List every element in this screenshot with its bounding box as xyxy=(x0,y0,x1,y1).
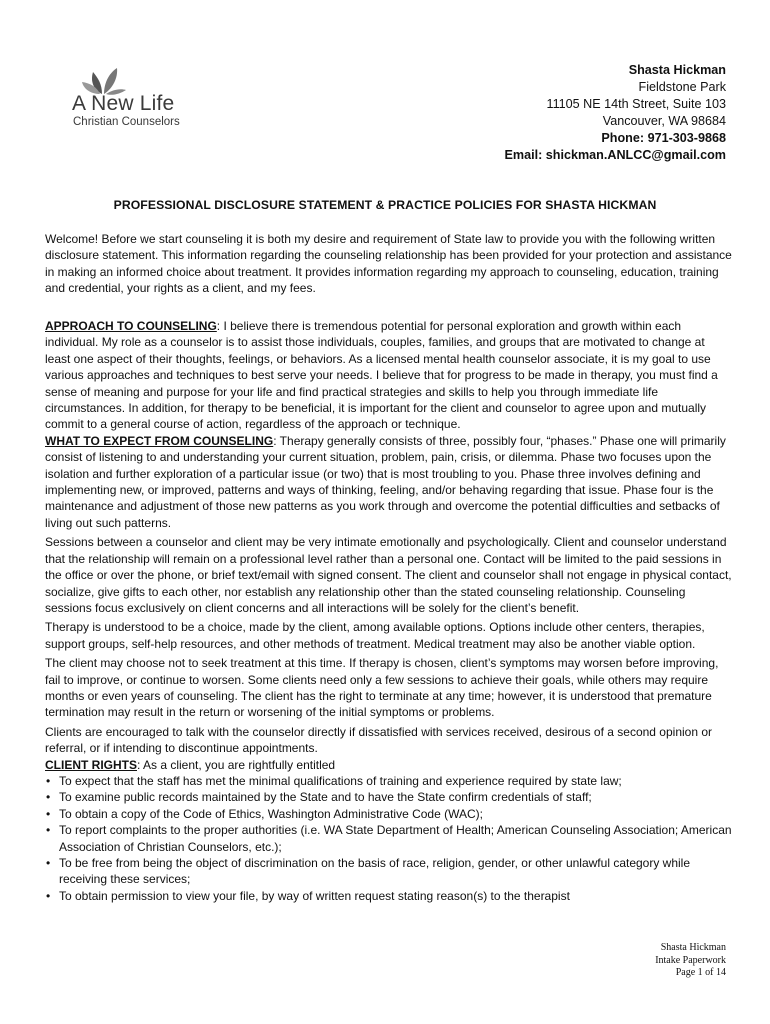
contact-block xyxy=(504,62,726,164)
main-body xyxy=(45,318,733,904)
list-item: • To be free from being the object of discrimination on the basis of race, religion, gender, or other unlawful category while receiving these services; xyxy=(45,855,733,888)
list-item: • To obtain permission to view your file, by way of written request stating reason(s) to the therapist xyxy=(45,888,733,904)
contact-line1: Fieldstone Park xyxy=(638,80,726,94)
contact-email: Email: shickman.ANLCC@gmail.com xyxy=(504,148,726,162)
welcome-paragraph: Welcome! Before we start counseling it is both my desire and requirement of State law to provide you with the following written disclosure statement. This information regarding the counseling relationship has been provided for your protection and assistance in making an informed choice about treatment. It provides information regarding my approach to counseling, education, training and credential, your rights as a client, and my fees. xyxy=(45,232,732,296)
footer-doc: Intake Paperwork xyxy=(655,954,726,966)
expect-paragraph xyxy=(45,433,733,531)
encourage-paragraph: Clients are encouraged to talk with the counselor directly if dissatisfied with services received, desirous of a second opinion or referral, or if intending to discontinue appointments. xyxy=(45,724,713,756)
logo-subtitle: Christian Counselors xyxy=(73,116,180,128)
rights-list xyxy=(45,773,733,904)
list-item: • To expect that the staff has met the minimal qualifications of training and experience required by state law; xyxy=(45,773,733,789)
contact-name: Shasta Hickman xyxy=(628,63,726,77)
contact-phone: Phone: 971-303-9868 xyxy=(601,131,726,145)
approach-paragraph xyxy=(45,318,733,433)
rights-heading: CLIENT RIGHTS xyxy=(45,757,137,772)
logo xyxy=(72,64,222,134)
footer-name: Shasta Hickman xyxy=(660,942,726,953)
document-title: PROFESSIONAL DISCLOSURE STATEMENT & PRACTICE POLICIES FOR SHASTA HICKMAN xyxy=(113,198,657,212)
welcome-section xyxy=(45,231,733,297)
sessions-paragraph: Sessions between a counselor and client may be very intimate emotionally and psychologically. Client and counselor understand that the relationship will remain on a professional level rather than a personal one. Contact will be limited to the paid sessions in the office or over the phone, or brief text/email with signed consent. The client and counselor shall not engage in physical contact, socialize, give gifts to each other, nor establish any relationship other than the stated counseling relationship. Counseling sessions focus exclusively on client concerns and all interactions will be solely for the client’s benefit. xyxy=(45,535,732,615)
contact-line3: Vancouver, WA 98684 xyxy=(602,114,726,128)
list-item: • To obtain a copy of the Code of Ethics, Washington Administrative Code (WAC); xyxy=(45,806,733,822)
rights-intro-text: : As a client, you are rightfully entitled xyxy=(137,757,336,772)
choice-paragraph: Therapy is understood to be a choice, made by the client, among available options. Options include other centers, therapies, support groups, self-help resources, and other methods of treatment. Medical treatment may also be another viable option. xyxy=(45,620,705,651)
rights-intro xyxy=(45,757,733,773)
expect-heading: WHAT TO EXPECT FROM COUNSELING xyxy=(45,433,274,448)
not-seek-paragraph: The client may choose not to seek treatment at this time. If therapy is chosen, client’s symptoms may worsen before improving, fail to improve, or continue to worsen. Some clients need only a few sessions to achieve their goals, while others may require months or even years of counseling. The client has the right to terminate at any time; however, it is understood that premature termination may result in the return or worsening of the initial symptoms or problems. xyxy=(45,656,719,720)
list-item: • To examine public records maintained by the State and to have the State confirm credentials of staff; xyxy=(45,789,733,805)
contact-line2: 11105 NE 14th Street, Suite 103 xyxy=(546,97,726,111)
expect-text: : Therapy generally consists of three, possibly four, “phases.” Phase one will primarily consist of listening to and understanding your current situation, problem, pain, crisis, or dilemma. Phase two focuses upon the isolation and further exploration of a particular issue (or two) that is most troubling to you. Phase three involves defining and implementing new, or improved, patterns and ways of thinking, feeling, and/or behaving regarding that issue. Phase four is the maintenance and adjustment of those new patterns as you work through and overcome the potential difficulties and setbacks of living out such patterns. xyxy=(45,433,726,530)
list-item: • To report complaints to the proper authorities (i.e. WA State Department of Health; American Counseling Association; American Association of Christian Counselors, etc.); xyxy=(45,822,733,855)
approach-heading: APPROACH TO COUNSELING xyxy=(45,319,217,333)
page-footer xyxy=(655,942,726,980)
page-number: Page 1 of 14 xyxy=(675,967,726,978)
approach-text: : I believe there is tremendous potential for personal exploration and growth within each individual. My role as a counselor is to assist those individuals, couples, families, and groups that are motivated to change at least one aspect of their thoughts, feelings, or behaviors. As a licensed mental health counselor associate, it is my goal to use various approaches and techniques to best serve your needs. I believe that for progress to be made in therapy, you must find a sense of meaning and purpose for your life and find practical strategies and skills to help you through immediate life circumstances. In addition, for therapy to be beneficial, it is important for the client and counselor to agree upon and mutually commit to a general course of action, regardless of the approach or technique. xyxy=(45,319,718,432)
logo-title: A New Life xyxy=(72,92,175,115)
